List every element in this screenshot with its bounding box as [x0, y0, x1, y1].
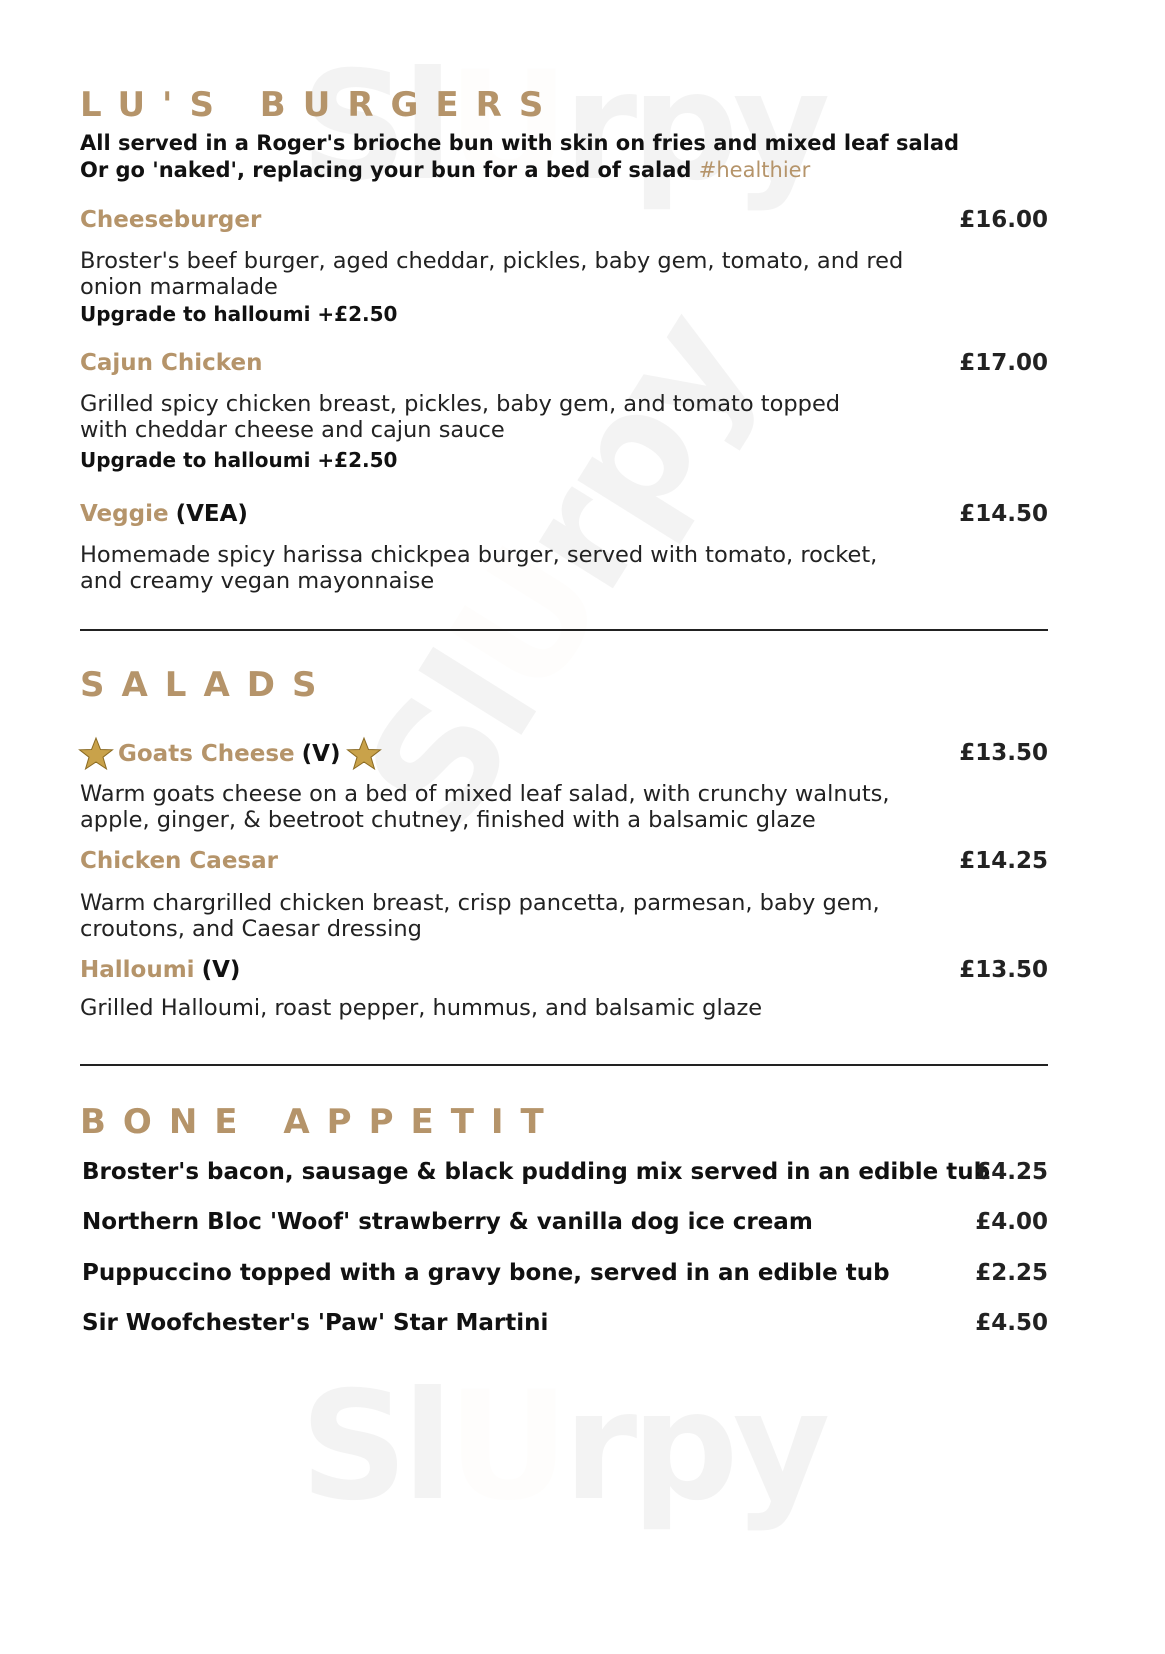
bone-item-name: Sir Woofchester's 'Paw' Star Martini [82, 1310, 549, 1336]
watermark [300, 40, 824, 214]
price-halloumi: £13.50 [959, 957, 1048, 983]
price-veggie: £14.50 [959, 501, 1048, 527]
star-icon [78, 736, 114, 772]
desc-halloumi: Grilled Halloumi, roast pepper, hummus, and balsamic glaze [80, 995, 763, 1021]
watermark [300, 1360, 824, 1534]
item-name-halloumi: Halloumi (V) [80, 957, 241, 983]
price-cheeseburger: £16.00 [959, 207, 1048, 233]
bone-item-name: Northern Bloc 'Woof' strawberry & vanilla dog ice cream [82, 1209, 813, 1235]
bone-item-name: Broster's bacon, sausage & black pudding mix served in an edible tub [82, 1159, 991, 1185]
price-cajun-chicken: £17.00 [959, 350, 1048, 376]
diet-badge: (VEA) [175, 501, 248, 527]
desc-veggie: Homemade spicy harissa chickpea burger, served with tomato, rocket, and creamy vegan mayonnaise [80, 542, 878, 594]
desc-goats-cheese: Warm goats cheese on a bed of mixed leaf salad, with crunchy walnuts, apple, ginger, & beetroot chutney, finished with a balsamic glaze [80, 781, 890, 833]
bone-item-price: £4.00 [975, 1209, 1048, 1235]
salads-heading: SALADS [80, 665, 334, 705]
desc-cheeseburger: Broster's beef burger, aged cheddar, pickles, baby gem, tomato, and red onion marmalade [80, 248, 904, 300]
burgers-intro-line1: All served in a Roger's brioche bun with skin on fries and mixed leaf salad [80, 131, 960, 155]
section-divider [80, 629, 1048, 631]
section-divider [80, 1064, 1048, 1066]
item-name-chicken-caesar: Chicken Caesar [80, 848, 278, 874]
item-name-veggie: Veggie (VEA) [80, 501, 248, 527]
price-goats-cheese: £13.50 [959, 740, 1048, 766]
diet-badge: (V) [201, 957, 241, 983]
burgers-heading: LU'S BURGERS [80, 85, 561, 125]
upgrade-cheeseburger: Upgrade to halloumi +£2.50 [80, 302, 398, 326]
healthier-tag: #healthier [698, 158, 811, 182]
bone-item-price: £4.50 [975, 1310, 1048, 1336]
bone-item-price: £2.25 [975, 1260, 1048, 1286]
upgrade-cajun-chicken: Upgrade to halloumi +£2.50 [80, 448, 398, 472]
item-name-goats-cheese: Goats Cheese (V) [78, 736, 382, 772]
price-chicken-caesar: £14.25 [959, 848, 1048, 874]
desc-cajun-chicken: Grilled spicy chicken breast, pickles, baby gem, and tomato topped with cheddar cheese and cajun sauce [80, 391, 841, 443]
item-name-cheeseburger: Cheeseburger [80, 207, 262, 233]
desc-chicken-caesar: Warm chargrilled chicken breast, crisp pancetta, parmesan, baby gem, croutons, and Caesar dressing [80, 890, 880, 942]
bone-item-price: £4.25 [975, 1159, 1048, 1185]
diet-badge: (V) [301, 741, 341, 767]
bone-appetit-heading: BONE APPETIT [80, 1102, 561, 1142]
bone-item-name: Puppuccino topped with a gravy bone, served in an edible tub [82, 1260, 890, 1286]
item-name-cajun-chicken: Cajun Chicken [80, 350, 263, 376]
burgers-intro-line2: Or go 'naked', replacing your bun for a bed of salad #healthier [80, 158, 811, 182]
star-icon [346, 736, 382, 772]
burgers-intro [80, 130, 959, 184]
